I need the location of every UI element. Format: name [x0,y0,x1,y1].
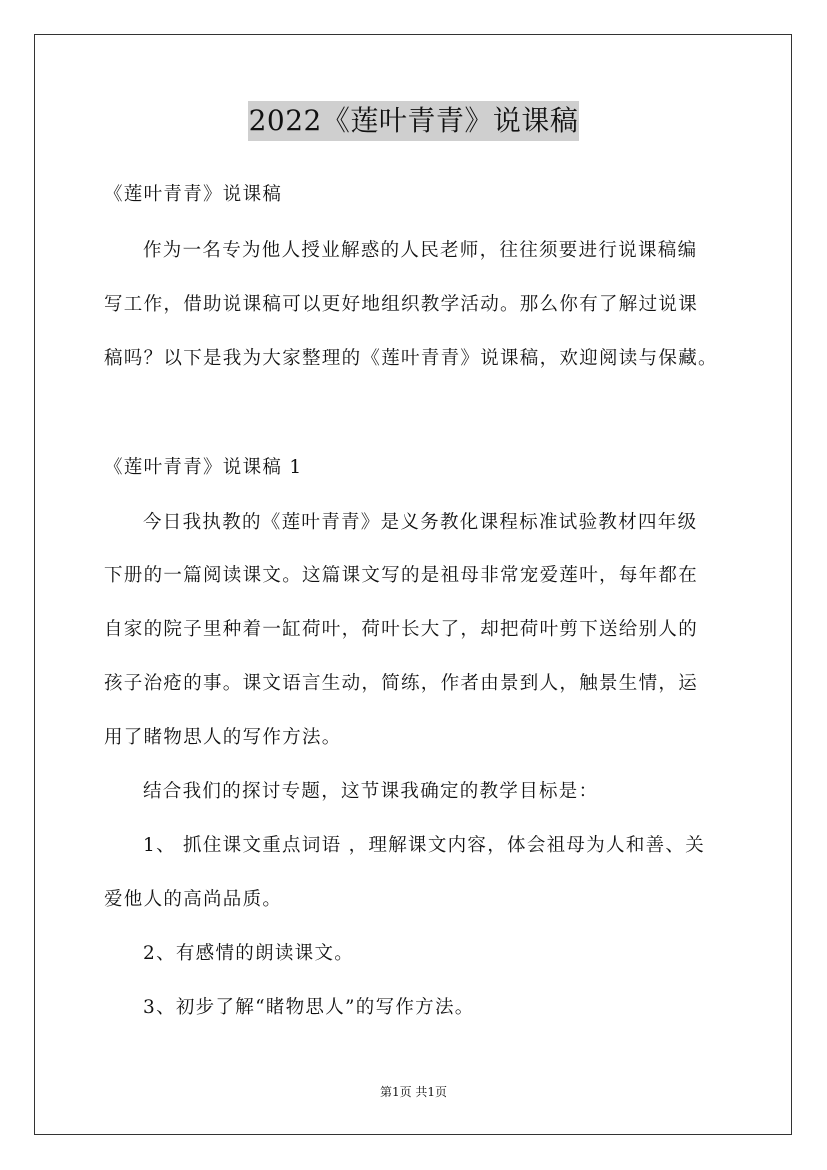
intro-line-1: 作为一名专为他人授业解惑的人民老师，往往须要进行说课稿编 [143,240,698,261]
intro-line-3: 稿吗？以下是我为大家整理的《莲叶青青》说课稿，欢迎阅读与保藏。 [104,348,718,369]
para1-line-5: 用了睹物思人的写作方法。 [104,727,342,748]
document-title: 2022《莲叶青青》说课稿 [248,101,580,141]
document-title-wrap [0,101,827,141]
goal-1-line-1: 1、 抓住课文重点词语 ，理解课文内容，体会祖母为人和善、关 [143,835,706,856]
goal-1-line-2: 爱他人的高尚品质。 [104,889,283,910]
intro-line-2: 写工作，借助说课稿可以更好地组织教学活动。那么你有了解过说课 [104,294,699,315]
para1-line-1: 今日我执教的《莲叶青青》是义务教化课程标准试验教材四年级 [143,512,698,533]
para1-line-4: 孩子治疮的事。课文语言生动，简练，作者由景到人，触景生情，运 [104,673,699,694]
goal-3: 3、初步了解“睹物思人”的写作方法。 [143,997,475,1018]
para1-line-3: 自家的院子里种着一缸荷叶，荷叶长大了，却把荷叶剪下送给别人的 [104,619,699,640]
section-heading: 《莲叶青青》说课稿 1 [104,457,303,478]
page-footer: 第1页 共1页 [379,1085,448,1099]
subtitle: 《莲叶青青》说课稿 [104,184,283,205]
goals-intro: 结合我们的探讨专题，这节课我确定的教学目标是： [143,781,599,802]
para1-line-2: 下册的一篇阅读课文。这篇课文写的是祖母非常宠爱莲叶，每年都在 [104,565,699,586]
goal-2: 2、有感情的朗读课文。 [143,943,355,964]
